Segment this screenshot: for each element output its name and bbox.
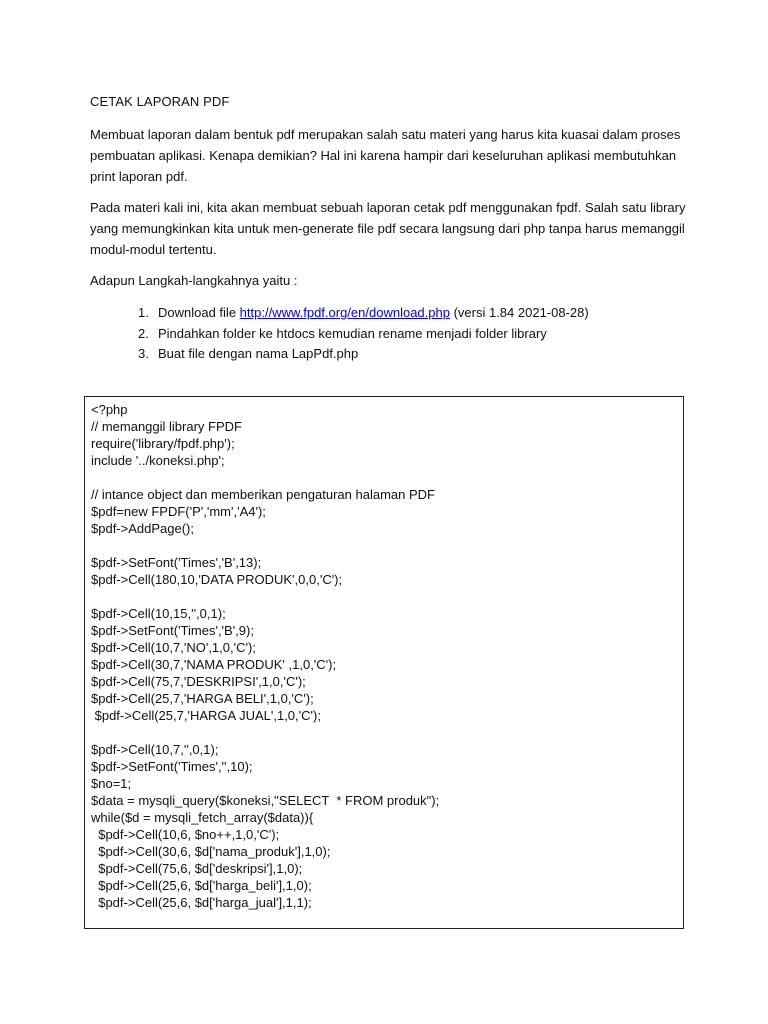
step-number: 1. xyxy=(138,305,149,320)
code-line: $pdf->SetFont('Times','',10); xyxy=(91,759,253,774)
code-line: $pdf->Cell(25,6, $d['harga_jual'],1,1); xyxy=(91,895,312,910)
step-text-suffix: (versi 1.84 2021-08-28) xyxy=(449,305,589,320)
code-line: $pdf->Cell(10,7,'',0,1); xyxy=(91,742,219,757)
code-line xyxy=(91,588,677,605)
code-block xyxy=(84,396,684,929)
code-line: $no=1; xyxy=(91,776,132,791)
paragraph-line: Pada materi kali ini, kita akan membuat sebuah laporan cetak pdf menggunakan fpdf. Salah satu library xyxy=(90,200,686,215)
code-line: include '../koneksi.php'; xyxy=(91,453,225,468)
code-line: $pdf->SetFont('Times','B',9); xyxy=(91,623,254,638)
code-line: $pdf->Cell(75,7,'DESKRIPSI',1,0,'C'); xyxy=(91,674,306,689)
step-text: Download file xyxy=(158,305,240,320)
paragraph-line: modul-modul tertentu. xyxy=(90,242,217,257)
code-line: $pdf->Cell(75,6, $d['deskripsi'],1,0); xyxy=(91,861,303,876)
code-line xyxy=(91,469,677,486)
download-link[interactable]: http://www.fpdf.org/en/download.php xyxy=(239,305,450,320)
code-line: // memanggil library FPDF xyxy=(91,419,242,434)
code-line: while($d = mysqli_fetch_array($data)){ xyxy=(91,810,314,825)
step-item xyxy=(138,324,589,345)
code-line: $pdf->Cell(10,15,'',0,1); xyxy=(91,606,226,621)
code-line: $pdf->Cell(25,7,'HARGA BELI',1,0,'C'); xyxy=(91,691,314,706)
code-line: $pdf->Cell(180,10,'DATA PRODUK',0,0,'C'); xyxy=(91,572,343,587)
code-line: $pdf->Cell(25,6, $d['harga_beli'],1,0); xyxy=(91,878,312,893)
paragraph-line: Membuat laporan dalam bentuk pdf merupakan salah satu materi yang harus kita kuasai dalam proses xyxy=(90,127,681,142)
step-text: Pindahkan folder ke htdocs kemudian rename menjadi folder library xyxy=(158,325,547,341)
code-line: $pdf->Cell(30,6, $d['nama_produk'],1,0); xyxy=(91,844,331,859)
code-line: $pdf=new FPDF('P','mm','A4'); xyxy=(91,504,266,519)
step-item xyxy=(138,303,589,324)
paragraph-line: yang memungkinkan kita untuk men-generate file pdf secara langsung dari php tanpa harus memanggil xyxy=(90,221,685,236)
code-line xyxy=(91,537,677,554)
code-line: $data = mysqli_query($koneksi,"SELECT * FROM produk"); xyxy=(91,793,440,808)
code-line: // intance object dan memberikan pengaturan halaman PDF xyxy=(91,487,435,502)
code-line: $pdf->Cell(10,7,'NO',1,0,'C'); xyxy=(91,640,256,655)
paragraph-intro xyxy=(90,124,690,187)
code-line: $pdf->Cell(10,6, $no++,1,0,'C'); xyxy=(91,827,280,842)
paragraph-line: pembuatan aplikasi. Kenapa demikian? Hal ini karena hampir dari keseluruhan aplikasi membutuhkan xyxy=(90,148,677,163)
step-number: 2. xyxy=(138,325,149,341)
step-item xyxy=(138,344,589,365)
paragraph-steps-intro: Adapun Langkah-langkahnya yaitu : xyxy=(90,273,298,288)
paragraph-fpdf xyxy=(90,197,690,260)
code-line: $pdf->Cell(25,7,'HARGA JUAL',1,0,'C'); xyxy=(91,708,321,723)
steps-list xyxy=(138,303,589,365)
code-line: $pdf->Cell(30,7,'NAMA PRODUK' ,1,0,'C'); xyxy=(91,657,337,672)
code-line: $pdf->SetFont('Times','B',13); xyxy=(91,555,262,570)
document-heading: CETAK LAPORAN PDF xyxy=(90,94,230,109)
step-number: 3. xyxy=(138,346,149,361)
code-line: $pdf->AddPage(); xyxy=(91,521,194,536)
code-line: <?php xyxy=(91,402,128,417)
paragraph-line: print laporan pdf. xyxy=(90,169,188,184)
step-text: Buat file dengan nama LapPdf.php xyxy=(158,346,359,361)
code-line: require('library/fpdf.php'); xyxy=(91,436,235,451)
code-line xyxy=(91,724,677,741)
